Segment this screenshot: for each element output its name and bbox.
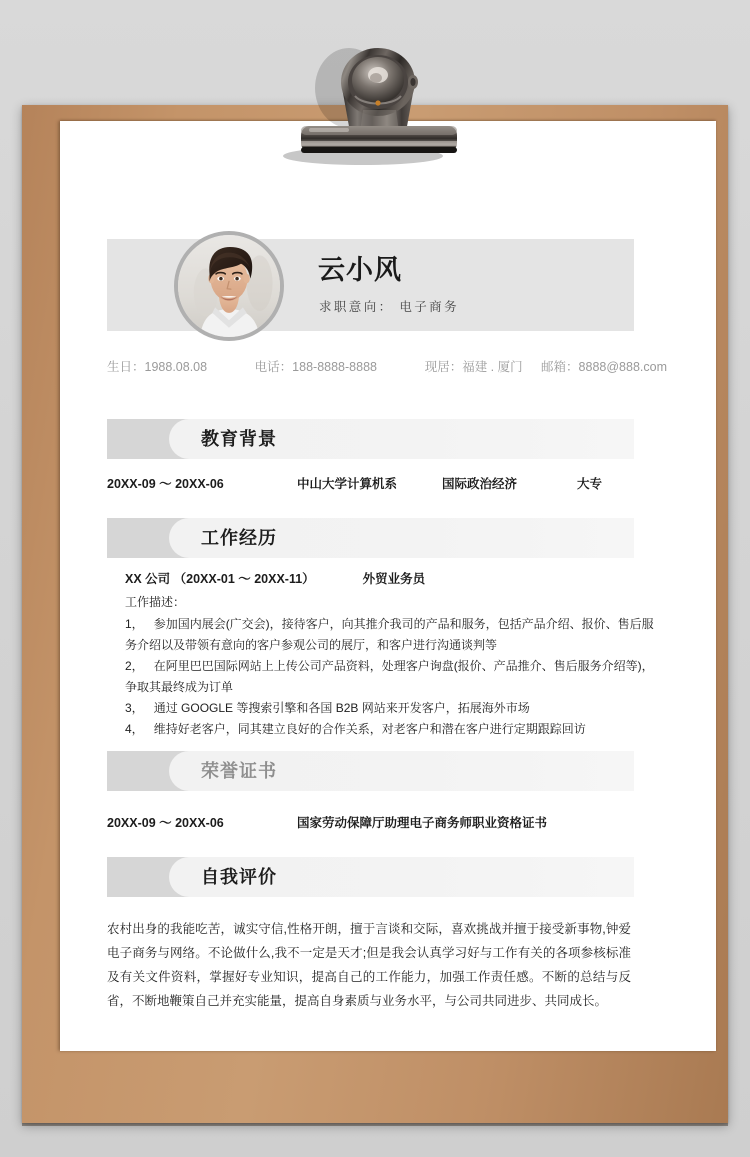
- work-role: 外贸业务员: [362, 572, 426, 586]
- contact-birthday: 生日：1988.08.08: [107, 360, 208, 374]
- resume-paper: [60, 121, 716, 1051]
- work-item: [125, 614, 654, 635]
- resume-content: [60, 121, 716, 1051]
- section-title-evaluation: 自我评价: [201, 867, 277, 887]
- job-objective: 求职意向： 电子商务: [319, 300, 459, 314]
- work-desc-label: 工作描述：: [125, 595, 186, 609]
- honors-date: 20XX-09 ～ 20XX-06: [107, 816, 224, 830]
- work-item-number: 3，: [125, 701, 144, 715]
- section-title-work: 工作经历: [201, 528, 277, 548]
- work-item-text: 通过 GOOGLE 等搜索引擎和各国 B2B 网站来开发客户，拓展海外市场: [153, 701, 530, 715]
- section-title-education: 教育背景: [201, 429, 277, 449]
- work-item-text: 维持好老客户，同其建立良好的合作关系，对老客户和潜在客户进行定期跟踪回访: [153, 722, 586, 736]
- honors-row: [107, 813, 667, 831]
- page-title: 云小风: [318, 255, 402, 285]
- contact-email: 邮箱：8888@888.com: [541, 360, 667, 374]
- work-item: [125, 698, 645, 719]
- work-company: XX 公司 （20XX-01 ～ 20XX-11）: [125, 572, 315, 586]
- education-degree: 大专: [577, 477, 603, 491]
- section-header-honors: [107, 751, 634, 791]
- education-major: 国际政治经济: [442, 477, 518, 491]
- education-date: 20XX-09 ～ 20XX-06: [107, 477, 224, 491]
- work-item-number: 2，: [125, 659, 144, 673]
- binder-clip: [263, 28, 493, 168]
- education-row: [107, 474, 667, 492]
- section-header-education: [107, 419, 634, 459]
- work-item-continuation: 争取其最终成为订单: [125, 680, 234, 694]
- contact-location: 现居：福建 . 厦门: [424, 360, 523, 374]
- work-item-number: 1，: [125, 617, 144, 631]
- contact-phone: 电话：188-8888-8888: [254, 360, 377, 374]
- self-evaluation-text: 农村出身的我能吃苦，诚实守信,性格开朗，擅于言谈和交际，喜欢挑战并擅于接受新事物,钟爱电子商务与网络。不论做什么,我不一定是天才;但是我会认真学习好与工作有关的各项参核标准及有关文件资料，掌握好专业知识，提高自己的工作能力，加强工作责任感。不断的总结与反省，不断地鞭策自己并充实能量，提高自身素质与业务水平，与公司共同进步、共同成长。: [107, 922, 631, 1008]
- section-title-honors: 荣誉证书: [201, 761, 277, 781]
- work-description-list: [125, 614, 654, 740]
- work-item: [125, 719, 645, 740]
- honors-certificate: 国家劳动保障厅助理电子商务师职业资格证书: [297, 816, 548, 830]
- work-company-line: [125, 569, 425, 587]
- section-header-evaluation: [107, 857, 634, 897]
- work-item-text: 参加国内展会(广交会)，接待客户，向其推介我司的产品和服务，包括产品介绍、报价、售后服: [153, 617, 654, 631]
- contact-row: [107, 357, 667, 375]
- section-header-work: [107, 518, 634, 558]
- avatar: [174, 231, 284, 341]
- work-item-text: 在阿里巴巴国际网站上上传公司产品资料，处理客户询盘(报价、产品推介、售后服务介绍等)，: [153, 659, 654, 673]
- work-item-continuation: 务介绍以及带领有意向的客户参观公司的展厅，和客户进行沟通谈判等: [125, 638, 498, 652]
- work-item-number: 4，: [125, 722, 144, 736]
- work-item: [125, 656, 654, 677]
- clipboard: [22, 105, 728, 1123]
- education-school: 中山大学计算机系: [297, 477, 398, 491]
